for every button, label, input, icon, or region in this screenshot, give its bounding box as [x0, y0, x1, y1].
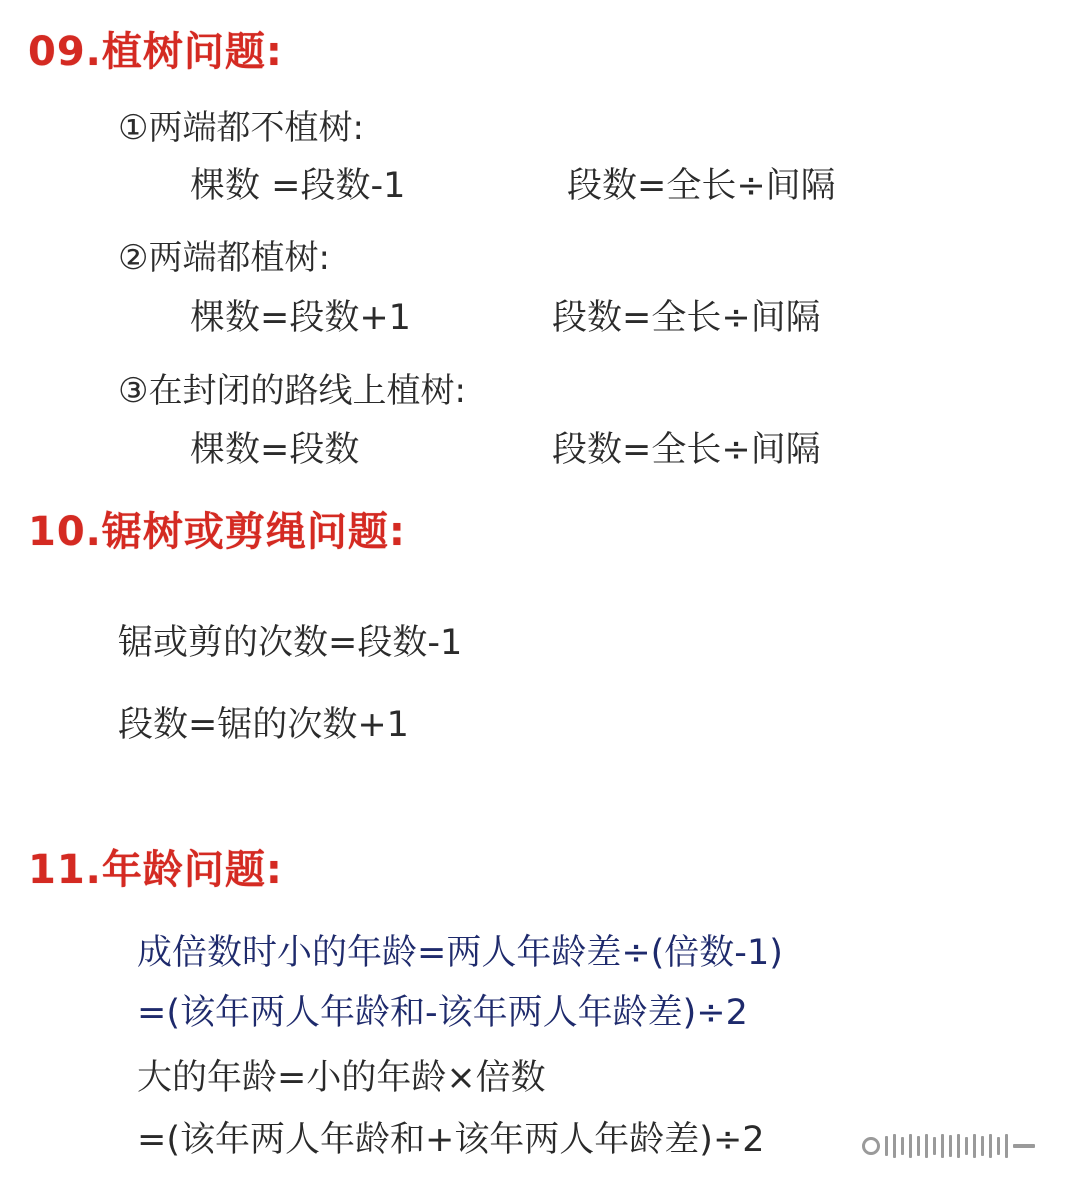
- age-formula-1: 成倍数时小的年龄=两人年龄差÷(倍数-1): [137, 933, 783, 973]
- case-3-left-formula: 棵数=段数: [190, 430, 360, 470]
- age-formula-3: 大的年龄=小的年龄×倍数: [137, 1058, 546, 1098]
- saw-formula-2: 段数=锯的次数+1: [118, 705, 409, 745]
- case-2-title: ②两端都植树:: [118, 238, 330, 278]
- case-1-right-formula: 段数=全长÷间隔: [567, 166, 836, 206]
- case-2-right-formula: 段数=全长÷间隔: [552, 298, 821, 338]
- age-formula-2: =(该年两人年龄和-该年两人年龄差)÷2: [137, 993, 748, 1033]
- section-09-heading: 09.植树问题:: [28, 29, 283, 75]
- section-11-heading: 11.年龄问题:: [28, 847, 283, 893]
- section-10-heading: 10.锯树或剪绳问题:: [28, 509, 406, 555]
- case-3-right-formula: 段数=全长÷间隔: [552, 430, 821, 470]
- barcode-watermark-icon: [862, 1133, 1058, 1159]
- case-1-title: ①两端都不植树:: [118, 108, 364, 148]
- case-3-title: ③在封闭的路线上植树:: [118, 371, 466, 411]
- case-1-left-formula: 棵数 =段数-1: [190, 166, 406, 206]
- saw-formula-1: 锯或剪的次数=段数-1: [118, 623, 463, 663]
- case-2-left-formula: 棵数=段数+1: [190, 298, 411, 338]
- age-formula-4: =(该年两人年龄和+该年两人年龄差)÷2: [137, 1120, 765, 1160]
